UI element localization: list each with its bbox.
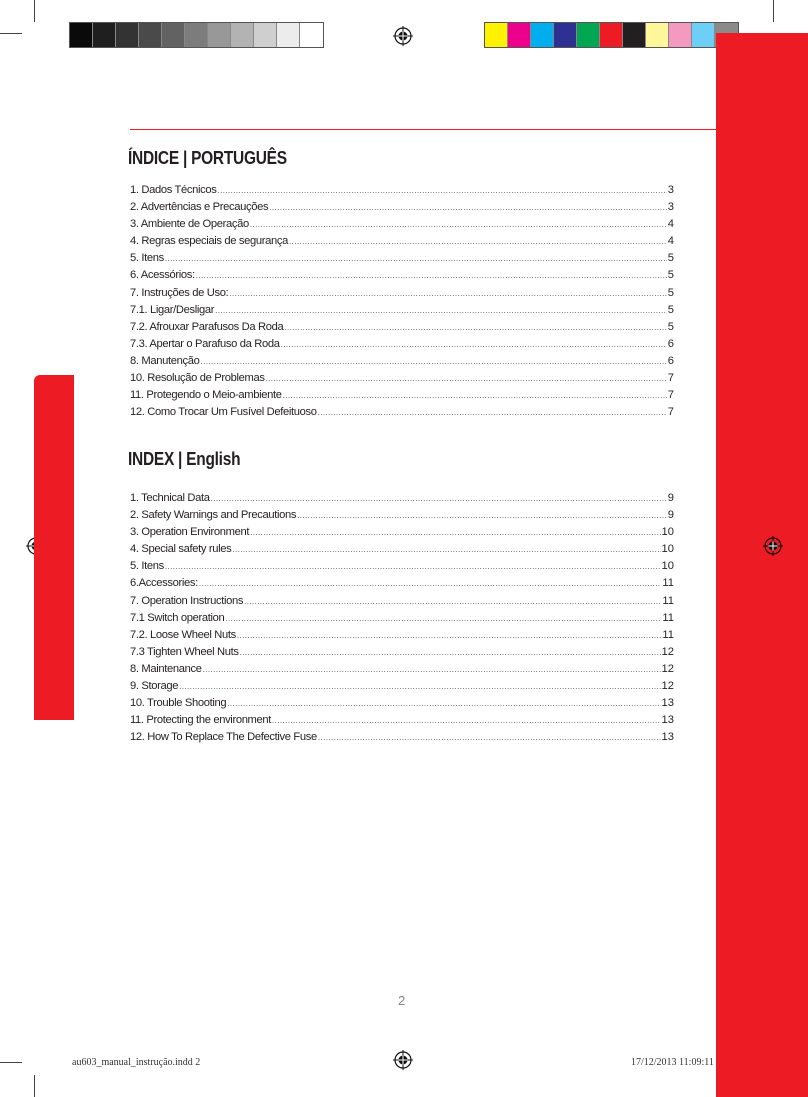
toc-dot-leader [272, 712, 661, 729]
toc-dot-leader [244, 593, 661, 610]
toc-entry [130, 250, 674, 267]
color-swatch [231, 23, 254, 47]
toc-entry-page: 5 [667, 320, 674, 333]
slug-file-name: au603_manual_instrução.indd 2 [72, 1057, 201, 1068]
toc-entry [130, 387, 674, 404]
crop-mark [34, 1075, 35, 1097]
toc-dot-leader [165, 250, 667, 267]
page-number: 2 [398, 993, 406, 1008]
toc-dot-leader [215, 302, 667, 319]
toc-entry-label: 1. Technical Data [130, 492, 210, 504]
toc-entry [130, 541, 674, 558]
toc-entry-page: 10 [661, 543, 674, 556]
toc-entry-page: 6 [667, 354, 674, 367]
toc-entry [130, 353, 674, 370]
index-title-english: INDEX | English [128, 449, 241, 469]
toc-entry [130, 336, 674, 353]
toc-entry-label: 7. Instruções de Uso: [130, 286, 229, 299]
toc-entry-label: 7.3. Apertar o Parafuso da Roda [130, 337, 280, 350]
toc-entry [130, 490, 674, 507]
toc-dot-leader [250, 216, 667, 233]
toc-entry-label: 3. Ambiente de Operação [130, 218, 249, 231]
toc-entry-page: 12 [661, 645, 674, 658]
red-section-tab [34, 375, 74, 720]
slug-timestamp: 17/12/2013 11:09:11 [631, 1057, 714, 1068]
toc-entry-label: 2. Safety Warnings and Precautions [130, 509, 297, 522]
color-swatch [185, 23, 208, 47]
toc-entry-label: 12. Como Trocar Um Fusível Defeituoso [130, 406, 317, 419]
color-swatch [692, 23, 715, 47]
toc-entry-page: 6 [667, 337, 674, 350]
toc-entry-page: 7 [667, 372, 674, 385]
toc-entry-page: 5 [667, 303, 674, 316]
toc-entry-label: 7.1 Switch operation [130, 611, 225, 624]
toc-entry [130, 593, 674, 610]
toc-dot-leader [165, 558, 661, 575]
toc-entry [130, 319, 674, 336]
toc-entry [130, 695, 674, 712]
toc-entry-label: 3. Operation Environment [130, 526, 250, 539]
toc-dot-leader [284, 319, 666, 336]
toc-dot-leader [240, 644, 661, 661]
toc-entry [130, 370, 674, 387]
color-swatch [577, 23, 600, 47]
crop-mark [0, 33, 22, 34]
index-title-portuguese: ÍNDICE | PORTUGUÊS [128, 148, 287, 168]
registration-mark-icon [393, 1050, 413, 1070]
toc-entry [130, 507, 674, 524]
toc-entry [130, 267, 674, 284]
red-edge-band [716, 33, 808, 1097]
toc-entry-page: 5 [667, 252, 674, 265]
toc-entry [130, 575, 674, 592]
process-color-bar [484, 22, 739, 48]
toc-entry-page: 5 [667, 286, 674, 299]
toc-entry-label: 12. How To Replace The Defective Fuse [130, 731, 317, 744]
color-swatch [300, 23, 323, 47]
toc-entry-label: 8. Manutenção [130, 354, 200, 367]
toc-dot-leader [318, 729, 661, 746]
toc-entry-page: 4 [667, 235, 674, 248]
toc-entry-page: 7 [667, 389, 674, 402]
toc-dot-leader [199, 575, 662, 592]
toc-dot-leader [200, 353, 666, 370]
toc-list-portuguese [130, 182, 674, 421]
toc-entry-page: 9 [667, 509, 674, 522]
toc-dot-leader [229, 285, 666, 302]
crop-mark [773, 0, 774, 22]
toc-entry-page: 10 [661, 560, 674, 573]
toc-entry-page: 3 [667, 184, 674, 196]
toc-dot-leader [218, 182, 667, 199]
toc-entry-label: 5. Itens [130, 252, 164, 265]
toc-entry-label: 10. Trouble Shooting [130, 697, 227, 710]
color-swatch [277, 23, 300, 47]
toc-entry [130, 199, 674, 216]
color-swatch [669, 23, 692, 47]
crop-mark [0, 1062, 22, 1063]
toc-dot-leader [250, 524, 660, 541]
toc-entry-label: 11. Protegendo o Meio-ambiente [130, 389, 282, 402]
crop-mark [34, 0, 35, 22]
toc-entry-page: 13 [661, 731, 674, 744]
toc-entry [130, 216, 674, 233]
toc-dot-leader [225, 610, 661, 627]
toc-entry-label: 11. Protecting the environment [130, 714, 272, 727]
toc-entry-page: 11 [662, 611, 674, 624]
color-swatch [623, 23, 646, 47]
toc-dot-leader [281, 336, 667, 353]
registration-mark-icon [763, 536, 783, 556]
color-swatch [93, 23, 116, 47]
toc-entry-label: 8. Maintenance [130, 662, 202, 675]
toc-entry-page: 3 [667, 201, 674, 214]
toc-entry-page: 5 [667, 269, 674, 282]
grayscale-color-bar [69, 22, 324, 48]
color-swatch [600, 23, 623, 47]
toc-entry-page: 9 [667, 492, 674, 504]
color-swatch [508, 23, 531, 47]
color-swatch [646, 23, 669, 47]
color-swatch [116, 23, 139, 47]
toc-dot-leader [266, 370, 667, 387]
toc-entry-label: 6. Acessórios: [130, 269, 195, 282]
toc-dot-leader [283, 387, 667, 404]
toc-entry [130, 678, 674, 695]
toc-entry-label: 7.1. Ligar/Desligar [130, 303, 215, 316]
toc-entry-label: 6.Accessories: [130, 577, 198, 590]
toc-entry [130, 558, 674, 575]
toc-entry-label: 4. Regras especiais de segurança [130, 235, 288, 248]
toc-dot-leader [269, 199, 667, 216]
color-swatch [554, 23, 577, 47]
toc-dot-leader [203, 661, 661, 678]
toc-dot-leader [289, 233, 667, 250]
toc-dot-leader [297, 507, 667, 524]
toc-entry-label: 1. Dados Técnicos [130, 184, 217, 196]
color-swatch [531, 23, 554, 47]
color-swatch [162, 23, 185, 47]
registration-mark-icon [393, 26, 413, 46]
toc-entry [130, 182, 674, 199]
toc-dot-leader [196, 267, 667, 284]
toc-dot-leader [179, 678, 660, 695]
toc-entry-label: 4. Special safety rules [130, 543, 232, 556]
toc-entry-page: 11 [662, 577, 674, 590]
toc-entry [130, 404, 674, 421]
color-swatch [139, 23, 162, 47]
toc-entry-page: 12 [661, 662, 674, 675]
toc-entry [130, 644, 674, 661]
toc-entry-page: 11 [662, 594, 674, 607]
toc-entry-label: 2. Advertências e Precauções [130, 201, 269, 214]
color-swatch [70, 23, 93, 47]
header-rule [130, 129, 716, 130]
toc-entry [130, 285, 674, 302]
toc-entry-page: 10 [661, 526, 674, 539]
toc-entry [130, 233, 674, 250]
toc-entry [130, 729, 674, 746]
toc-entry-page: 13 [661, 714, 674, 727]
toc-entry-label: 7.2. Afrouxar Parafusos Da Roda [130, 320, 284, 333]
toc-list-english [130, 490, 674, 746]
toc-entry-label: 7. Operation Instructions [130, 594, 244, 607]
color-swatch [208, 23, 231, 47]
toc-dot-leader [318, 404, 667, 421]
toc-entry-page: 13 [661, 697, 674, 710]
toc-entry-label: 7.3 Tighten Wheel Nuts [130, 645, 239, 658]
toc-entry-label: 9. Storage [130, 680, 179, 693]
toc-entry [130, 661, 674, 678]
toc-entry [130, 610, 674, 627]
toc-entry-page: 11 [662, 628, 674, 641]
toc-entry [130, 627, 674, 644]
toc-entry-page: 7 [667, 406, 674, 419]
toc-entry [130, 712, 674, 729]
toc-entry-label: 7.2. Loose Wheel Nuts [130, 628, 236, 641]
toc-entry-label: 10. Resolução de Problemas [130, 372, 265, 385]
color-swatch [254, 23, 277, 47]
toc-dot-leader [211, 490, 667, 507]
toc-dot-leader [227, 695, 660, 712]
toc-entry-page: 4 [667, 218, 674, 231]
toc-dot-leader [232, 541, 660, 558]
toc-entry [130, 524, 674, 541]
toc-entry [130, 302, 674, 319]
toc-entry-label: 5. Itens [130, 560, 164, 573]
toc-dot-leader [237, 627, 662, 644]
toc-entry-page: 12 [661, 680, 674, 693]
color-swatch [485, 23, 508, 47]
